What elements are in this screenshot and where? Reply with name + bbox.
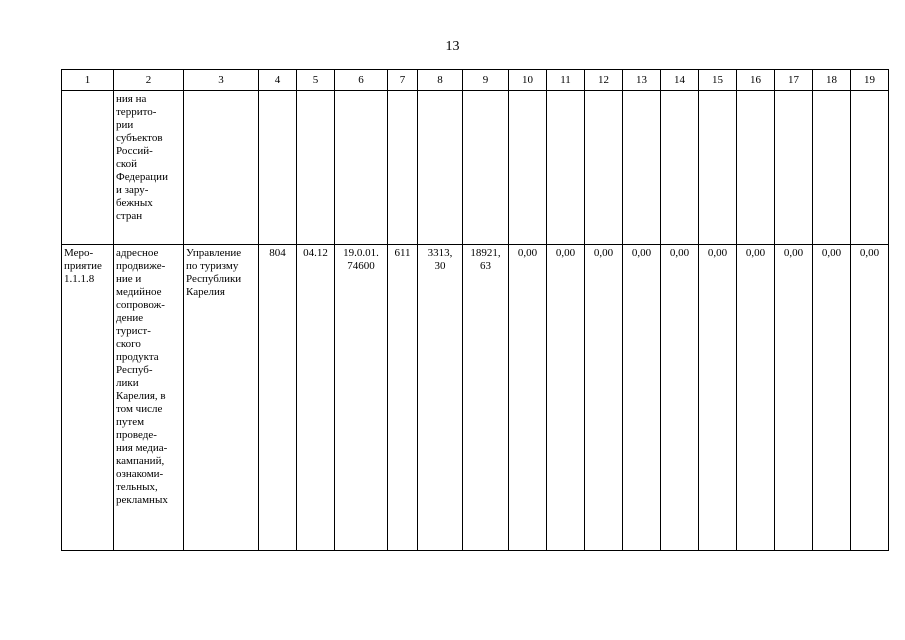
section-text: 04.12 bbox=[303, 247, 328, 259]
header-cell: 11 bbox=[547, 70, 585, 91]
description-text: адресное продвиже- ние и медийное сопровож- дение турист- ского продукта Респуб- лики Карелия, в том числе путем проведе- ния медиа- кампаний, ознакоми- тельных, рекламных bbox=[116, 247, 168, 506]
target-article-text: 19.0.01. 74600 bbox=[343, 247, 379, 272]
header-cell: 13 bbox=[623, 70, 661, 91]
value-text: 0,00 bbox=[517, 247, 538, 259]
table-cell-empty bbox=[547, 91, 585, 245]
table-cell-value bbox=[737, 245, 775, 551]
header-cell: 14 bbox=[661, 70, 699, 91]
value-text: 0,00 bbox=[745, 247, 766, 259]
value-text: 0,00 bbox=[669, 247, 690, 259]
table-cell-empty bbox=[737, 91, 775, 245]
table-cell-empty bbox=[661, 91, 699, 245]
table-cell-section bbox=[297, 245, 335, 551]
header-cell: 4 bbox=[259, 70, 297, 91]
table-row bbox=[62, 91, 889, 245]
value-text: 0,00 bbox=[783, 247, 804, 259]
executor-text: Управление по туризму Республики Карелия bbox=[186, 247, 242, 298]
header-cell: 7 bbox=[388, 70, 418, 91]
table-cell-value bbox=[463, 245, 509, 551]
header-cell: 12 bbox=[585, 70, 623, 91]
table-cell-value bbox=[851, 245, 889, 551]
table-cell-value bbox=[813, 245, 851, 551]
table-cell-empty bbox=[259, 91, 297, 245]
value-text: 0,00 bbox=[821, 247, 842, 259]
table-cell-executor bbox=[184, 245, 259, 551]
header-cell: 16 bbox=[737, 70, 775, 91]
table-cell-value bbox=[509, 245, 547, 551]
table-cell-description bbox=[114, 245, 184, 551]
value-text: 0,00 bbox=[555, 247, 576, 259]
value-text: 0,00 bbox=[631, 247, 652, 259]
table-cell-empty bbox=[297, 91, 335, 245]
table-cell-empty bbox=[813, 91, 851, 245]
header-cell: 9 bbox=[463, 70, 509, 91]
table-cell-empty bbox=[463, 91, 509, 245]
header-cell: 6 bbox=[335, 70, 388, 91]
table-cell-code bbox=[259, 245, 297, 551]
table-header-row bbox=[62, 70, 889, 91]
table-cell-value bbox=[418, 245, 463, 551]
table-cell-empty bbox=[418, 91, 463, 245]
value-text: 0,00 bbox=[707, 247, 728, 259]
table-cell-empty bbox=[184, 91, 259, 245]
header-cell: 19 bbox=[851, 70, 889, 91]
code-text: 804 bbox=[269, 247, 286, 259]
table-cell-target-article bbox=[335, 245, 388, 551]
table-cell-empty bbox=[335, 91, 388, 245]
table-cell-value bbox=[775, 245, 813, 551]
header-cell: 1 bbox=[62, 70, 114, 91]
header-cell: 8 bbox=[418, 70, 463, 91]
table-cell-empty bbox=[623, 91, 661, 245]
page-number: 13 bbox=[445, 39, 460, 54]
table-cell-description bbox=[114, 91, 184, 245]
table-cell-empty bbox=[388, 91, 418, 245]
header-cell: 3 bbox=[184, 70, 259, 91]
budget-table bbox=[61, 69, 889, 551]
value-text: 18921, 63 bbox=[470, 247, 501, 272]
value-text: 0,00 bbox=[859, 247, 880, 259]
table-cell-empty bbox=[62, 91, 114, 245]
expense-type-text: 611 bbox=[394, 247, 411, 259]
table-cell-value bbox=[699, 245, 737, 551]
table-cell-activity bbox=[62, 245, 114, 551]
table-cell-value bbox=[623, 245, 661, 551]
header-cell: 10 bbox=[509, 70, 547, 91]
table-cell-value bbox=[661, 245, 699, 551]
table-cell-empty bbox=[851, 91, 889, 245]
header-cell: 5 bbox=[297, 70, 335, 91]
activity-text: Меро- приятие 1.1.1.8 bbox=[64, 247, 102, 285]
value-text: 3313, 30 bbox=[427, 247, 453, 272]
table-cell-empty bbox=[509, 91, 547, 245]
description-text: ния на террито- рии субъектов Россий- ской Федерации и зару- бежных стран bbox=[116, 93, 168, 222]
header-cell: 15 bbox=[699, 70, 737, 91]
table-cell-empty bbox=[699, 91, 737, 245]
header-cell: 17 bbox=[775, 70, 813, 91]
table-cell-value bbox=[547, 245, 585, 551]
table-cell-empty bbox=[585, 91, 623, 245]
table-cell-empty bbox=[775, 91, 813, 245]
header-cell: 18 bbox=[813, 70, 851, 91]
value-text: 0,00 bbox=[593, 247, 614, 259]
header-cell: 2 bbox=[114, 70, 184, 91]
table-cell-expense-type bbox=[388, 245, 418, 551]
table-cell-value bbox=[585, 245, 623, 551]
table-row bbox=[62, 245, 889, 551]
